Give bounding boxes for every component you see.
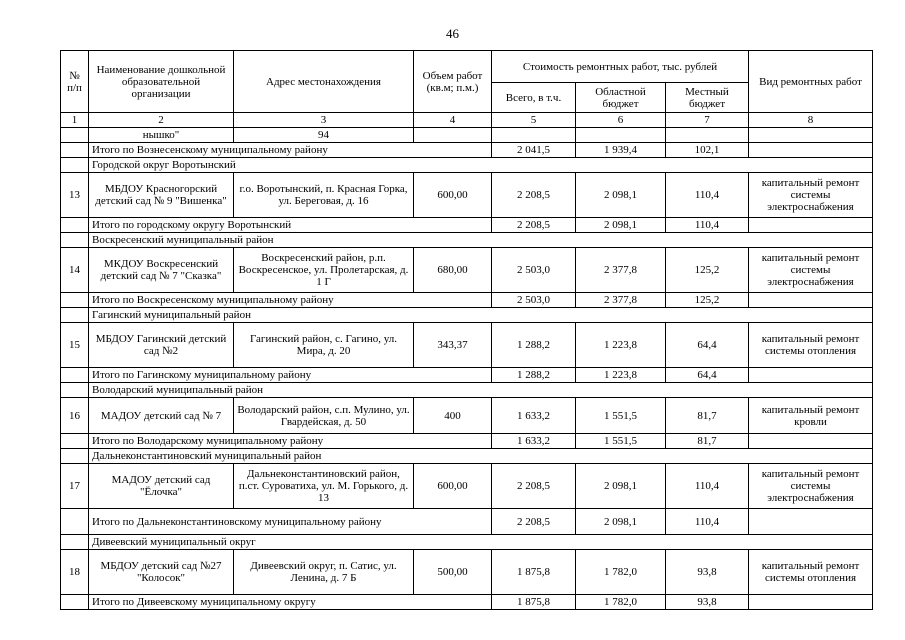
- itogo-row: [61, 293, 873, 308]
- itogo-label: Итого по Дальнеконстантиновскому муниципальному району: [89, 509, 492, 535]
- itogo-label: Итого по Дивеевскому муниципальному округу: [89, 595, 492, 610]
- col-number: 2: [89, 113, 234, 128]
- row-regional: 1 551,5: [576, 398, 666, 434]
- district-row: [61, 383, 873, 398]
- row-name: МБДОУ детский сад №27 "Колосок": [89, 550, 234, 595]
- row-total: 2 503,0: [492, 248, 576, 293]
- col-number: 5: [492, 113, 576, 128]
- row-address: Володарский район, с.п. Мулино, ул. Гвардейская, д. 50: [234, 398, 414, 434]
- itogo-local: 81,7: [666, 434, 749, 449]
- row-num: 18: [61, 550, 89, 595]
- itogo-label: Итого по Вознесенскому муниципальному району: [89, 143, 492, 158]
- col-number: 8: [749, 113, 873, 128]
- header-type: Вид ремонтных работ: [749, 51, 873, 113]
- header-name: Наименование дошкольной образовательной организации: [89, 51, 234, 113]
- itogo-total: 2 041,5: [492, 143, 576, 158]
- itogo-label: Итого по Володарскому муниципальному району: [89, 434, 492, 449]
- itogo-total: 2 503,0: [492, 293, 576, 308]
- continuation-name: нышко": [89, 128, 234, 143]
- col-number: 3: [234, 113, 414, 128]
- row-address: Дальнеконстантиновский район, п.ст. Суроватиха, ул. М. Горького, д. 13: [234, 464, 414, 509]
- row-name: МАДОУ детский сад № 7: [89, 398, 234, 434]
- row-total: 2 208,5: [492, 464, 576, 509]
- itogo-regional: 1 782,0: [576, 595, 666, 610]
- table-row: [61, 323, 873, 368]
- row-volume: 500,00: [414, 550, 492, 595]
- row-total: 2 208,5: [492, 173, 576, 218]
- col-number: 1: [61, 113, 89, 128]
- header-local: Местный бюджет: [666, 83, 749, 113]
- row-num: 17: [61, 464, 89, 509]
- row-local: 64,4: [666, 323, 749, 368]
- row-name: МБДОУ Красногорский детский сад № 9 "Вишенка": [89, 173, 234, 218]
- continuation-address: 94: [234, 128, 414, 143]
- row-num: 16: [61, 398, 89, 434]
- itogo-row: [61, 595, 873, 610]
- row-regional: 2 377,8: [576, 248, 666, 293]
- row-type: капитальный ремонт системы отопления: [749, 323, 873, 368]
- district-row: [61, 233, 873, 248]
- row-name: МАДОУ детский сад "Ёлочка": [89, 464, 234, 509]
- header-cost-group: Стоимость ремонтных работ, тыс. рублей: [492, 51, 749, 83]
- itogo-row: [61, 434, 873, 449]
- table-row: [61, 248, 873, 293]
- itogo-row: [61, 368, 873, 383]
- row-local: 81,7: [666, 398, 749, 434]
- itogo-label: Итого по Воскресенскому муниципальному району: [89, 293, 492, 308]
- repair-works-table: [60, 50, 873, 610]
- row-address: г.о. Воротынский, п. Красная Горка, ул. Береговая, д. 16: [234, 173, 414, 218]
- district-title: Воскресенский муниципальный район: [89, 233, 873, 248]
- row-type: капитальный ремонт кровли: [749, 398, 873, 434]
- itogo-total: 1 875,8: [492, 595, 576, 610]
- row-volume: 680,00: [414, 248, 492, 293]
- row-address: Воскресенский район, р.п. Воскресенское, ул. Пролетарская, д. 1 Г: [234, 248, 414, 293]
- itogo-row: [61, 218, 873, 233]
- row-num: 14: [61, 248, 89, 293]
- header-total: Всего, в т.ч.: [492, 83, 576, 113]
- itogo-local: 125,2: [666, 293, 749, 308]
- row-num: 15: [61, 323, 89, 368]
- itogo-label: Итого по городскому округу Воротынский: [89, 218, 492, 233]
- district-title: Городской округ Воротынский: [89, 158, 873, 173]
- district-title: Дальнеконстантиновский муниципальный район: [89, 449, 873, 464]
- district-title: Гагинский муниципальный район: [89, 308, 873, 323]
- header-regional: Областной бюджет: [576, 83, 666, 113]
- table-row: [61, 173, 873, 218]
- itogo-regional: 2 098,1: [576, 509, 666, 535]
- itogo-total: 2 208,5: [492, 509, 576, 535]
- table-row: [61, 398, 873, 434]
- row-volume: 600,00: [414, 464, 492, 509]
- district-row: [61, 158, 873, 173]
- table-row: [61, 550, 873, 595]
- row-local: 125,2: [666, 248, 749, 293]
- table-row: [61, 464, 873, 509]
- row-regional: 1 782,0: [576, 550, 666, 595]
- row-type: капитальный ремонт системы отопления: [749, 550, 873, 595]
- district-title: Володарский муниципальный район: [89, 383, 873, 398]
- row-name: МКДОУ Воскресенский детский сад № 7 "Сказка": [89, 248, 234, 293]
- itogo-regional: 2 377,8: [576, 293, 666, 308]
- itogo-row: [61, 509, 873, 535]
- header-row: [61, 51, 873, 83]
- itogo-local: 64,4: [666, 368, 749, 383]
- district-title: Дивеевский муниципальный округ: [89, 535, 873, 550]
- row-regional: 2 098,1: [576, 173, 666, 218]
- itogo-regional: 2 098,1: [576, 218, 666, 233]
- itogo-regional: 1 551,5: [576, 434, 666, 449]
- row-total: 1 875,8: [492, 550, 576, 595]
- row-type: капитальный ремонт системы электроснабжения: [749, 248, 873, 293]
- itogo-regional: 1 939,4: [576, 143, 666, 158]
- col-number: 7: [666, 113, 749, 128]
- district-row: [61, 449, 873, 464]
- row-num: 13: [61, 173, 89, 218]
- row-regional: 2 098,1: [576, 464, 666, 509]
- itogo-label: Итого по Гагинскому муниципальному району: [89, 368, 492, 383]
- itogo-total: 1 633,2: [492, 434, 576, 449]
- continuation-row: [61, 128, 873, 143]
- itogo-regional: 1 223,8: [576, 368, 666, 383]
- header-num: № п/п: [61, 51, 89, 113]
- itogo-total: 2 208,5: [492, 218, 576, 233]
- row-total: 1 633,2: [492, 398, 576, 434]
- itogo-total: 1 288,2: [492, 368, 576, 383]
- district-row: [61, 308, 873, 323]
- row-address: Дивеевский округ, п. Сатис, ул. Ленина, д. 7 Б: [234, 550, 414, 595]
- itogo-local: 110,4: [666, 218, 749, 233]
- district-row: [61, 535, 873, 550]
- row-local: 93,8: [666, 550, 749, 595]
- col-number: 6: [576, 113, 666, 128]
- row-volume: 343,37: [414, 323, 492, 368]
- itogo-local: 110,4: [666, 509, 749, 535]
- row-volume: 400: [414, 398, 492, 434]
- row-type: капитальный ремонт системы электроснабжения: [749, 464, 873, 509]
- row-volume: 600,00: [414, 173, 492, 218]
- column-numbers-row: [61, 113, 873, 128]
- col-number: 4: [414, 113, 492, 128]
- row-local: 110,4: [666, 464, 749, 509]
- row-name: МБДОУ Гагинский детский сад №2: [89, 323, 234, 368]
- header-address: Адрес местонахождения: [234, 51, 414, 113]
- itogo-row: [61, 143, 873, 158]
- row-regional: 1 223,8: [576, 323, 666, 368]
- row-total: 1 288,2: [492, 323, 576, 368]
- itogo-local: 102,1: [666, 143, 749, 158]
- row-local: 110,4: [666, 173, 749, 218]
- header-volume: Объем работ (кв.м; п.м.): [414, 51, 492, 113]
- page-number: 46: [446, 26, 459, 41]
- row-address: Гагинский район, с. Гагино, ул. Мира, д. 20: [234, 323, 414, 368]
- itogo-local: 93,8: [666, 595, 749, 610]
- row-type: капитальный ремонт системы электроснабжения: [749, 173, 873, 218]
